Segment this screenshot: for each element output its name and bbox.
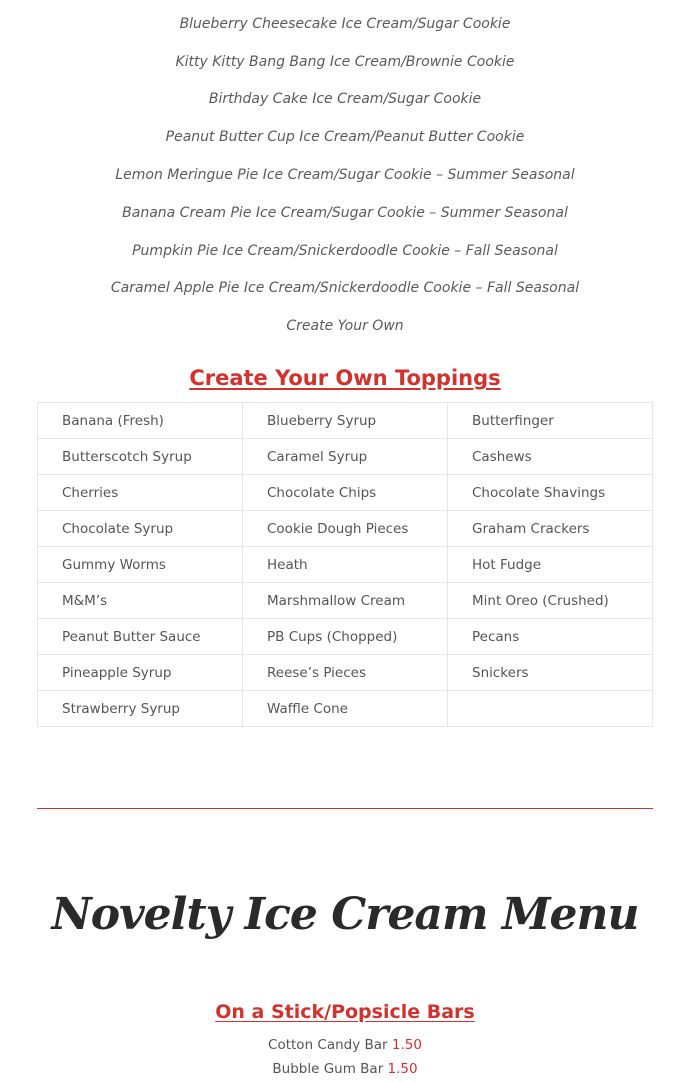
topping-cell: M&M’s [38,583,243,619]
topping-cell: Peanut Butter Sauce [38,619,243,655]
flavor-item: Peanut Butter Cup Ice Cream/Peanut Butter Cookie [165,129,525,145]
topping-cell: Reese’s Pieces [243,655,448,691]
topping-cell: Butterfinger [448,403,653,439]
table-row [38,655,653,691]
table-row [38,583,653,619]
flavor-item: Caramel Apple Pie Ice Cream/Snickerdoodle Cookie – Fall Seasonal [110,280,580,296]
table-row [38,511,653,547]
table-row [38,475,653,511]
topping-cell: Chocolate Shavings [448,475,653,511]
menu-item-name: Bubble Gum Bar [272,1061,384,1077]
topping-cell: Strawberry Syrup [38,691,243,727]
menu-item [0,1036,690,1054]
table-row [38,691,653,727]
toppings-table [37,402,653,727]
flavor-item: Create Your Own [286,318,404,334]
table-row [38,547,653,583]
topping-cell: Cookie Dough Pieces [243,511,448,547]
topping-cell: Cherries [38,475,243,511]
topping-cell: Butterscotch Syrup [38,439,243,475]
flavor-item: Lemon Meringue Pie Ice Cream/Sugar Cookie – Summer Seasonal [115,167,575,183]
topping-cell: Chocolate Chips [243,475,448,511]
topping-cell: Hot Fudge [448,547,653,583]
topping-cell: PB Cups (Chopped) [243,619,448,655]
table-row [38,403,653,439]
topping-cell: Pecans [448,619,653,655]
novelty-heading: Novelty Ice Cream Menu [51,889,639,940]
topping-cell: Caramel Syrup [243,439,448,475]
topping-cell: Marshmallow Cream [243,583,448,619]
menu-item [0,1060,690,1078]
topping-cell: Blueberry Syrup [243,403,448,439]
topping-cell: Snickers [448,655,653,691]
menu-item-price: 1.50 [387,1061,418,1077]
table-row [38,619,653,655]
topping-cell: Heath [243,547,448,583]
topping-cell: Graham Crackers [448,511,653,547]
topping-cell: Pineapple Syrup [38,655,243,691]
table-row [38,439,653,475]
flavor-item: Pumpkin Pie Ice Cream/Snickerdoodle Cookie – Fall Seasonal [132,243,558,259]
topping-cell: Waffle Cone [243,691,448,727]
topping-cell [448,691,653,727]
topping-cell: Banana (Fresh) [38,403,243,439]
flavor-item: Blueberry Cheesecake Ice Cream/Sugar Cookie [179,16,511,32]
flavor-item: Kitty Kitty Bang Bang Ice Cream/Brownie Cookie [175,54,515,70]
menu-item-name: Cotton Candy Bar [268,1037,388,1053]
topping-cell: Gummy Worms [38,547,243,583]
topping-cell: Cashews [448,439,653,475]
flavor-item: Birthday Cake Ice Cream/Sugar Cookie [208,91,482,107]
topping-cell: Mint Oreo (Crushed) [448,583,653,619]
toppings-heading: Create Your Own Toppings [189,366,501,390]
section-divider [37,808,653,809]
stick-bars-heading: On a Stick/Popsicle Bars [215,1001,475,1023]
topping-cell: Chocolate Syrup [38,511,243,547]
flavor-item: Banana Cream Pie Ice Cream/Sugar Cookie – Summer Seasonal [122,205,568,221]
menu-item-price: 1.50 [391,1037,422,1053]
